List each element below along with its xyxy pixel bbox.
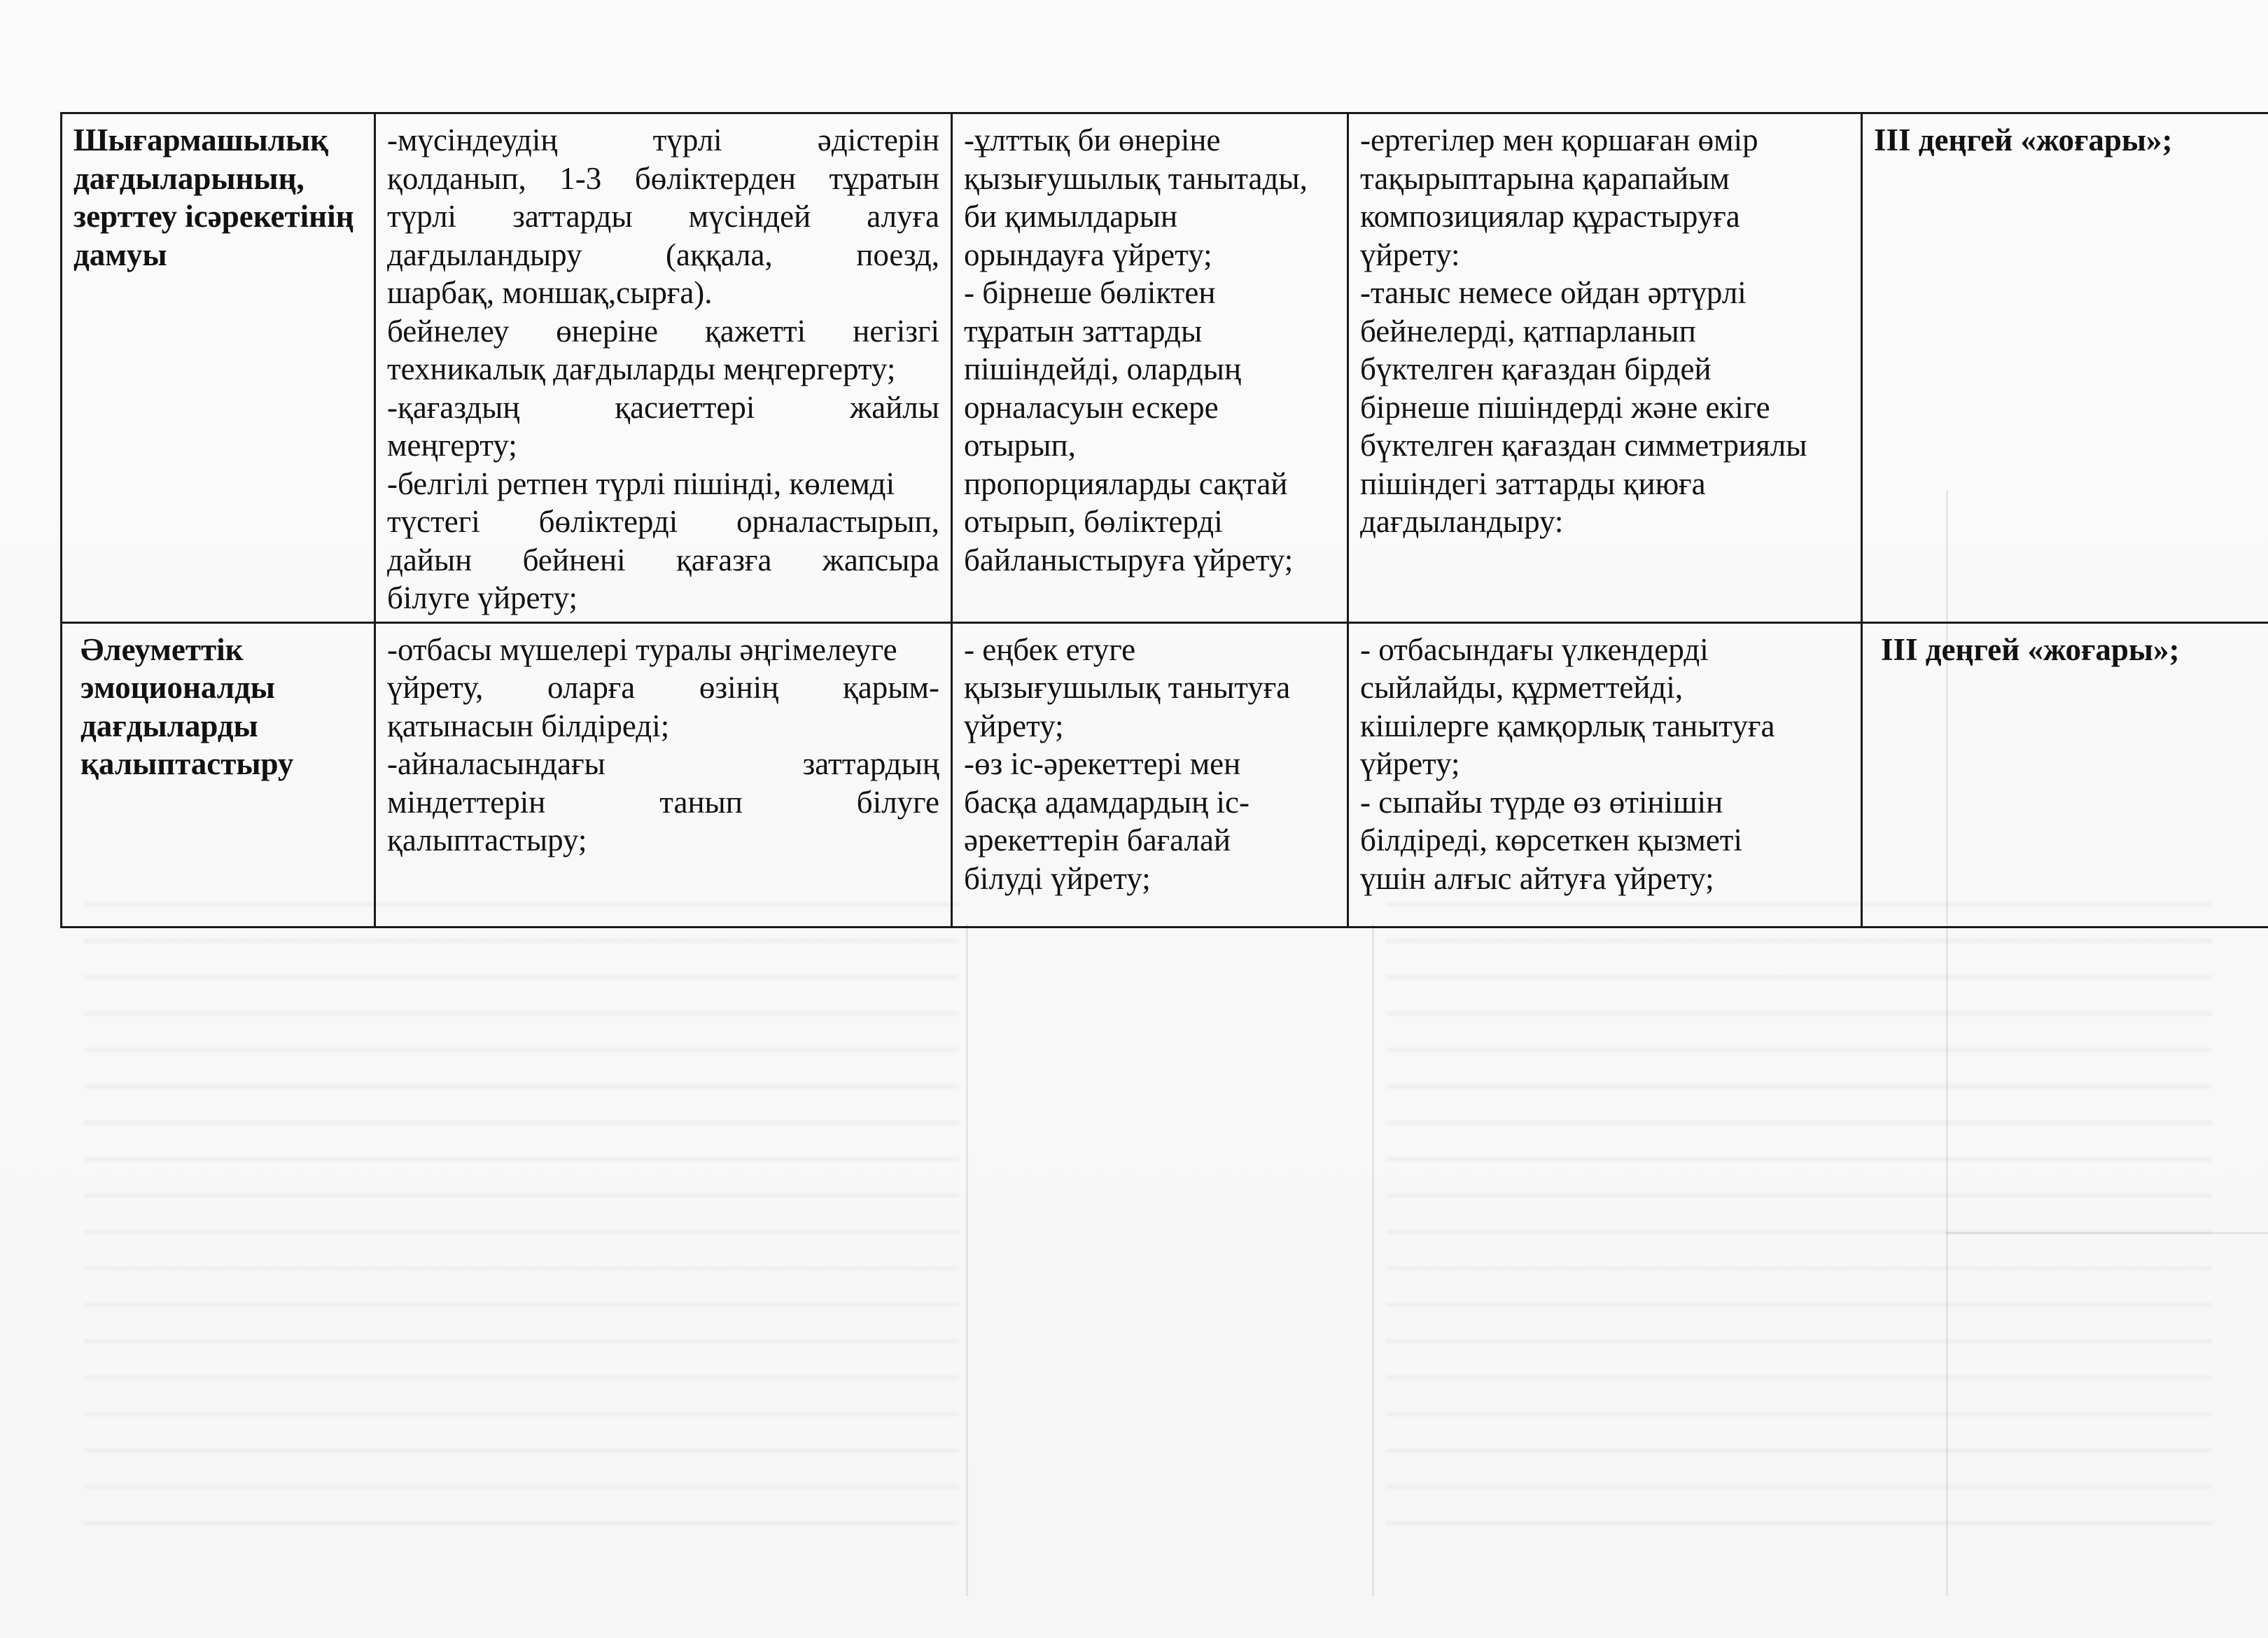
cell-line: үйрету; <box>1360 746 1460 781</box>
cell-line: - еңбек етуге <box>964 631 1136 667</box>
cell-line: -таныс немесе ойдан әртүрлі <box>1360 275 1746 310</box>
skill-area-name: Әлеуметтік эмоционалды дағдыларды қалыптастыру <box>80 631 294 781</box>
skill-area-cell <box>62 622 375 927</box>
cell-line: -ұлттық би өнеріне <box>964 122 1221 158</box>
cell-line: дағдыландыру: <box>1360 504 1564 539</box>
cell-line: орналасуын ескере <box>964 389 1219 425</box>
cell-line: би қимылдарын <box>964 199 1178 234</box>
development-plan-table <box>60 112 2268 928</box>
cell-line: бейнелеу өнеріне қажетті негізгі <box>387 313 939 349</box>
cell-line: техникалық дағдыларды меңгергерту; <box>387 351 896 386</box>
level-text: ІІІ деңгей «жоғары»; <box>1874 122 2173 158</box>
cell-line: шарбақ, моншақ,сырға). <box>387 275 713 310</box>
cell-line: дағдыландыру (аққала, поезд, <box>387 237 939 272</box>
cell-line: меңгерту; <box>387 428 517 463</box>
cell-line: тақырыптарына қарапайым <box>1360 160 1730 196</box>
cell-line: -отбасы мүшелері туралы әңгімелеуге <box>387 631 897 667</box>
cell-line: әрекеттерін бағалай <box>964 822 1231 858</box>
cell-line: дайын бейнені қағазға жапсыра <box>387 542 939 578</box>
bleed-through-rule-1 <box>966 924 968 1596</box>
level-cell <box>1862 113 2268 623</box>
table-row <box>62 622 2268 927</box>
skill-area-cell <box>62 113 375 623</box>
cell-line: қатынасын білдіреді; <box>387 708 670 743</box>
cell-line: пішіндегі заттарды қиюға <box>1360 465 1706 501</box>
cell-line: білуді үйрету; <box>964 860 1151 896</box>
skill-area-name: Шығармашылық дағдыларының, зерттеу ісәрекетінің дамуы <box>74 122 354 272</box>
cell-line: кішілерге қамқорлық танытуға <box>1360 708 1775 743</box>
cell-line: бүктелген қағаздан бірдей <box>1360 351 1712 386</box>
level-text: ІІІ деңгей «жоғары»; <box>1881 631 2180 667</box>
cell-line: - бірнеше бөліктен <box>964 275 1216 310</box>
cell-line: -ертегілер мен қоршаған өмір <box>1360 122 1758 158</box>
cell-line: үшін алғыс айтуға үйрету; <box>1360 860 1714 896</box>
cell-line: қолданып, 1-3 бөліктерден тұратын <box>387 160 939 196</box>
bleed-through-rule-4 <box>1946 1232 2268 1234</box>
cell-line: сыйлайды, құрметтейді, <box>1360 670 1684 705</box>
cell-line: отырып, бөліктерді <box>964 504 1223 539</box>
cell-line: басқа адамдардың іс- <box>964 784 1250 820</box>
goals-cell-col2 <box>375 113 952 623</box>
cell-line: үйрету: <box>1360 237 1460 272</box>
bleed-through-text-right <box>1386 903 2212 1533</box>
cell-line: орындауға үйрету; <box>964 237 1212 272</box>
goals-cell-col2 <box>375 622 952 927</box>
goals-cell-col3 <box>952 113 1348 623</box>
goals-cell-col3 <box>952 622 1348 927</box>
cell-line: үйрету; <box>964 708 1064 743</box>
cell-line: үйрету, оларға өзінің қарым- <box>387 670 939 705</box>
goals-cell-col4 <box>1348 622 1862 927</box>
cell-line: -белгілі ретпен түрлі пішінді, көлемді <box>387 465 895 501</box>
cell-line: бүктелген қағаздан симметриялы <box>1360 428 1807 463</box>
table-row <box>62 113 2268 623</box>
cell-line: білдіреді, көрсеткен қызметі <box>1360 822 1742 858</box>
cell-line: -қағаздың қасиеттері жайлы <box>387 389 939 425</box>
cell-line: отырып, <box>964 428 1076 463</box>
goals-cell-col4 <box>1348 113 1862 623</box>
cell-line: -айналасындағы заттардың <box>387 746 939 781</box>
cell-line: қалыптастыру; <box>387 822 587 858</box>
level-cell <box>1862 622 2268 927</box>
cell-line: тұратын заттарды <box>964 313 1203 349</box>
cell-line: пішіндейді, олардың <box>964 351 1242 386</box>
cell-line: білуге үйрету; <box>387 580 578 615</box>
cell-line: -мүсіндеудің түрлі әдістерін <box>387 122 939 158</box>
cell-line: түстегі бөліктерді орналастырып, <box>387 504 939 539</box>
cell-line: байланыстыруға үйрету; <box>964 542 1294 578</box>
bleed-through-rule-2 <box>1372 924 1374 1596</box>
cell-line: пропорцияларды сақтай <box>964 465 1288 501</box>
cell-line: - сыпайы түрде өз өтінішін <box>1360 784 1723 820</box>
cell-line: композициялар құрастыруға <box>1360 199 1740 234</box>
cell-line: бірнеше пішіндерді және екіге <box>1360 389 1770 425</box>
cell-line: түрлі заттарды мүсіндей алуға <box>387 199 939 234</box>
cell-line: міндеттерін танып білуге <box>387 784 939 820</box>
bleed-through-text-left <box>84 903 959 1533</box>
cell-line: қызығушылық танытуға <box>964 670 1291 705</box>
cell-line: -өз іс-әрекеттері мен <box>964 746 1241 781</box>
cell-line: - отбасындағы үлкендерді <box>1360 631 1709 667</box>
cell-line: бейнелерді, қатпарланып <box>1360 313 1696 349</box>
cell-line: қызығушылық танытады, <box>964 160 1308 196</box>
